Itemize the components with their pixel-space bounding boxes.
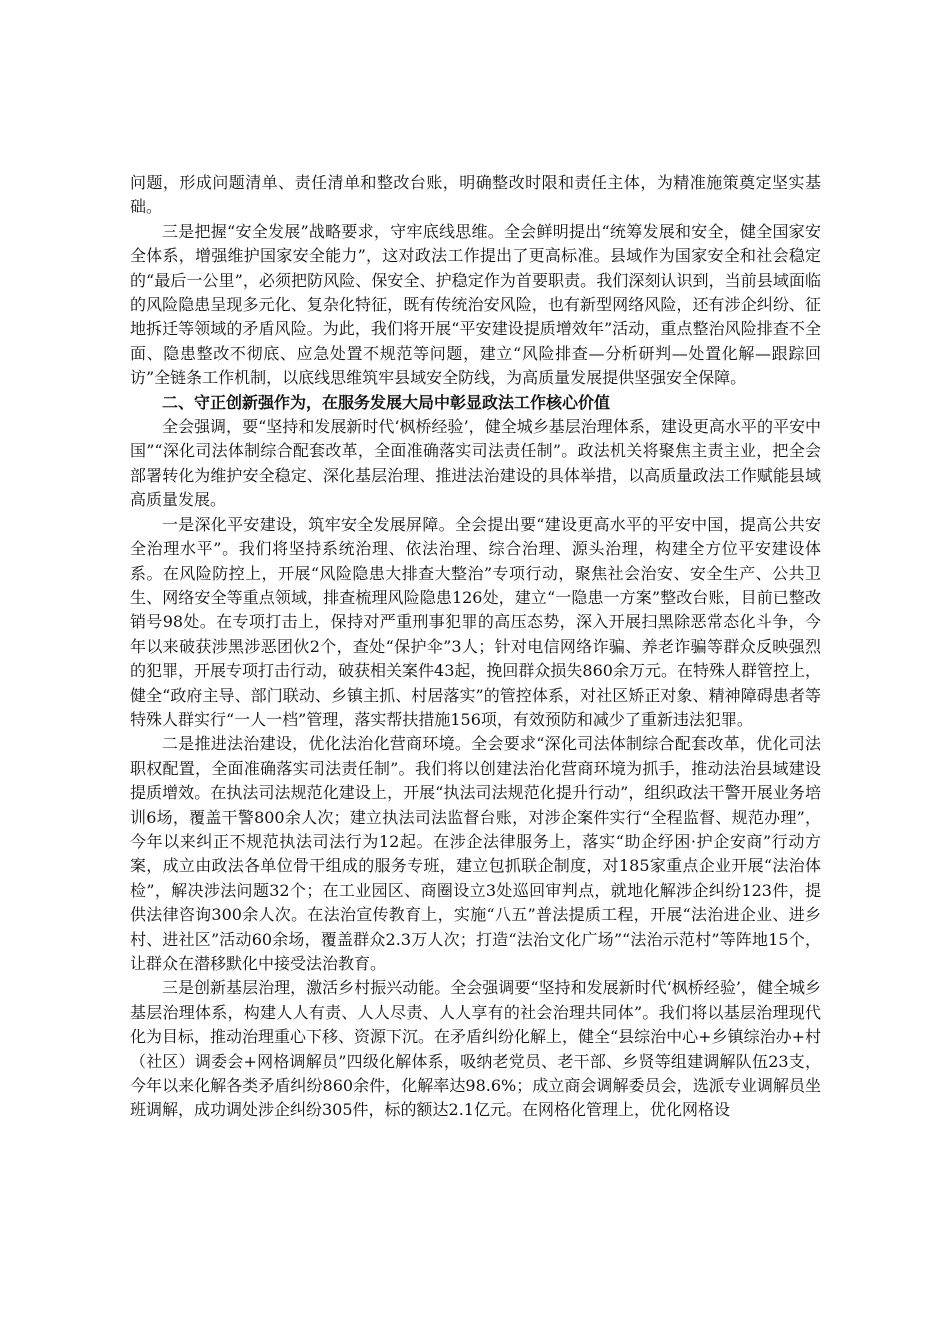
paragraph-continuation: 问题，形成问题清单、责任清单和整改台账，明确整改时限和责任主体，为精准施策奠定坚实基础。 [130,173,821,217]
paragraph-plenary-emphasis: 全会强调，要“坚持和发展新时代‘枫桥经验’，健全城乡基层治理体系，建设更高水平的平安中国”“深化司法体制综合配套改革，全面准确落实司法责任制”。政法机关将聚焦主责主业，把全会部署转化为维护安全稳定、深化基层治理、推进法治建设的具体举措，以高质量政法工作赋能县域高质量发展。 [130,417,821,510]
paragraph-peace-building: 一是深化平安建设，筑牢安全发展屏障。全会提出要“建设更高水平的平安中国，提高公共安全治理水平”。我们将坚持系统治理、依法治理、综合治理、源头治理，构建全方位平安建设体系。在风险防控上，开展“风险隐患大排查大整治”专项行动，聚焦社会治安、安全生产、公共卫生、网络安全等重点领域，排查梳理风险隐患126处，建立“一隐患一方案”整改台账，目前已整改销号98处。在专项打击上，保持对严重刑事犯罪的高压态势，深入开展扫黑除恶常态化斗争，今年以来破获涉黑涉恶团伙2个，查处“保护伞”3人；针对电信网络诈骗、养老诈骗等群众反映强烈的犯罪，开展专项打击行动，破获相关案件43起，挽回群众损失860余万元。在特殊人群管控上，健全“政府主导、部门联动、乡镇主抓、村居落实”的管控体系，对社区矫正对象、精神障碍患者等特殊人群实行“一人一档”管理，落实帮扶措施156项，有效预防和减少了重新违法犯罪。 [130,514,821,729]
document-body [130,171,821,1123]
paragraph-grassroots-governance: 三是创新基层治理，激活乡村振兴动能。全会强调要“坚持和发展新时代‘枫桥经验’，健全城乡基层治理体系，构建人人有责、人人尽责、人人享有的社会治理共同体”。我们将以基层治理现代化为目标，推动治理重心下移、资源下沉。在矛盾纠纷化解上，健全“县综治中心+乡镇综治办+村（社区）调委会+网格调解员”四级化解体系，吸纳老党员、老干部、乡贤等组建调解队伍23支，今年以来化解各类矛盾纠纷860余件，化解率达98.6%；成立商会调解委员会，选派专业调解员坐班调解，成功调处涉企纠纷305件，标的额达2.1亿元。在网格化管理上，优化网格设 [130,978,821,1120]
paragraph-safety-development: 三是把握“安全发展”战略要求，守牢底线思维。全会鲜明提出“统筹发展和安全，健全国家安全体系，增强维护国家安全能力”，这对政法工作提出了更高标准。县域作为国家安全和社会稳定的“最后一公里”，必须把防风险、保安全、护稳定作为首要职责。我们深刻认识到，当前县域面临的风险隐患呈现多元化、复杂化特征，既有传统治安风险，也有新型网络风险，还有涉企纠纷、征地拆迁等领域的矛盾风险。为此，我们将开展“平安建设提质增效年”活动，重点整治风险排查不全面、隐患整改不彻底、应急处置不规范等问题，建立“风险排查—分析研判—处置化解—跟踪回访”全链条工作机制，以底线思维筑牢县域安全防线，为高质量发展提供坚强安全保障。 [130,221,821,388]
paragraph-rule-of-law: 二是推进法治建设，优化法治化营商环境。全会要求“深化司法体制综合配套改革，优化司法职权配置，全面准确落实司法责任制”。我们将以创建法治化营商环境为抓手，推动法治县域建设提质增效。在执法司法规范化建设上，开展“执法司法规范化提升行动”，组织政法干警开展业务培训6场，覆盖干警800余人次；建立执法司法监督台账，对涉企案件实行“全程监督、规范办理”，今年以来纠正不规范执法司法行为12起。在涉企法律服务上，落实“助企纾困·护企安商”行动方案，成立由政法各单位骨干组成的服务专班，建立包抓联企制度，对185家重点企业开展“法治体检”，解决涉法问题32个；在工业园区、商圈设立3处巡回审判点，就地化解涉企纠纷123件，提供法律咨询300余人次。在法治宣传教育上，实施“八五”普法提质工程，开展“法治进企业、进乡村、进社区”活动60余场，覆盖群众2.3万人次；打造“法治文化广场”“法治示范村”等阵地15个，让群众在潜移默化中接受法治教育。 [130,734,821,973]
section-heading-2: 二、守正创新强作为，在服务发展大局中彰显政法工作核心价值 [162,392,611,412]
